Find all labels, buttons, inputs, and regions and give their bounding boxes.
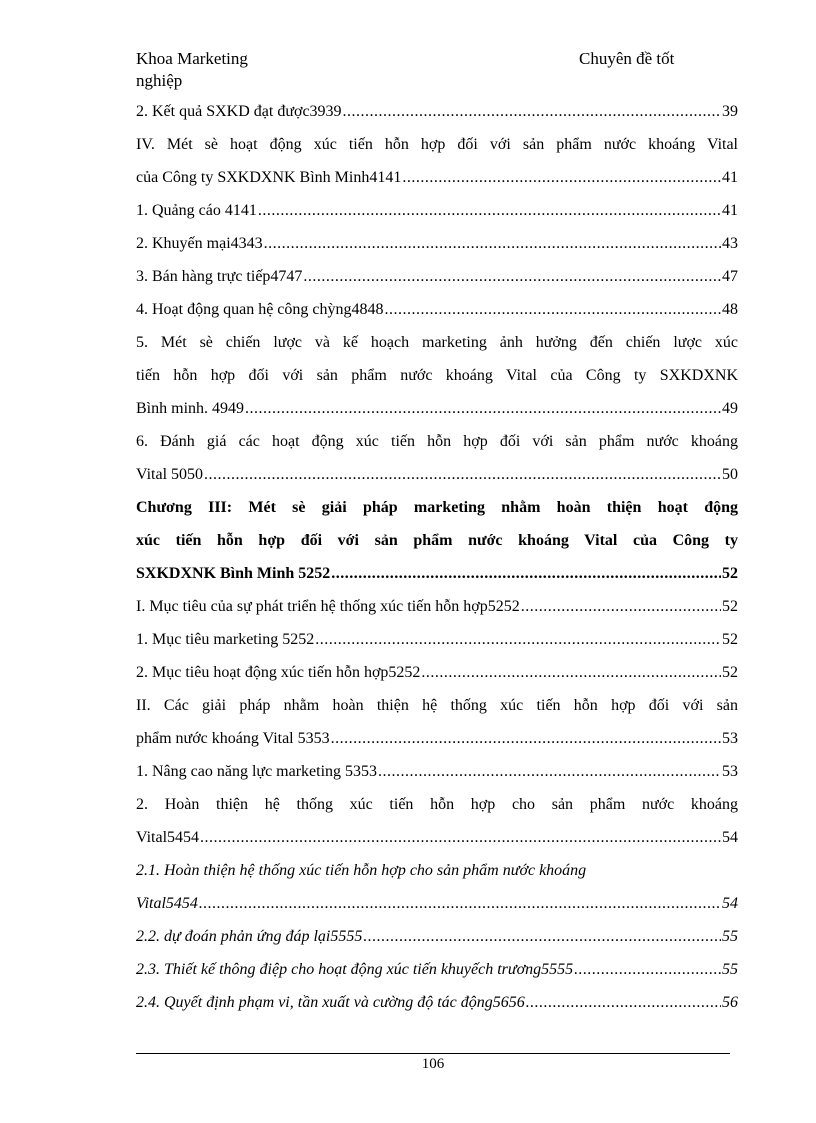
toc-leader-dots xyxy=(385,293,721,326)
toc-leader-dots xyxy=(258,194,721,227)
toc-entry-title: 1. Quảng cáo 4141 xyxy=(136,202,257,219)
toc-entry-title: 3. Bán hàng trực tiếp4747 xyxy=(136,268,303,285)
toc-entry-page: 55 xyxy=(722,928,738,945)
toc-entry-line: 2.1. Hoàn thiện hệ thống xúc tiến hỗn hợp cho sản phẩm nước khoáng xyxy=(136,862,587,879)
header-report-type: Chuyên đề tốt xyxy=(579,49,675,68)
toc-entry-page: 48 xyxy=(722,301,738,318)
table-of-contents xyxy=(136,95,738,1019)
toc-entry-line: 2. Hoàn thiện hệ thống xúc tiến hỗn hợp cho sản phẩm nước khoáng xyxy=(136,796,738,813)
toc-entry-page: 43 xyxy=(722,235,738,252)
toc-subsection-entry[interactable] xyxy=(136,854,738,920)
toc-entry[interactable] xyxy=(136,689,738,755)
toc-entry-page: 53 xyxy=(722,763,738,780)
toc-entry-page: 49 xyxy=(722,400,738,417)
toc-entry-page: 52 xyxy=(722,664,738,681)
toc-entry-title: SXKDXNK Bình Minh 5252 xyxy=(136,565,331,582)
toc-entry-page: 41 xyxy=(722,169,738,186)
toc-entry-title: 2.3. Thiết kế thông điệp cho hoạt động xúc tiến khuyếch trương5555 xyxy=(136,961,574,978)
footer-page-number: 106 xyxy=(421,1056,445,1072)
toc-entry[interactable] xyxy=(136,326,738,425)
toc-entry-page: 54 xyxy=(722,829,738,846)
toc-subsection-entry[interactable] xyxy=(136,953,738,986)
toc-leader-dots xyxy=(245,392,721,425)
toc-entry[interactable] xyxy=(136,788,738,854)
toc-leader-dots xyxy=(363,920,721,953)
toc-entry-page: 47 xyxy=(722,268,738,285)
toc-leader-dots xyxy=(421,656,721,689)
toc-entry-page: 54 xyxy=(722,895,738,912)
toc-entry-page: 52 xyxy=(722,631,738,648)
toc-leader-dots xyxy=(574,953,721,986)
toc-entry-title: 2.4. Quyết định phạm vi, tần xuất và cường độ tác động5656 xyxy=(136,994,525,1011)
toc-leader-dots xyxy=(264,227,721,260)
toc-leader-dots xyxy=(303,260,721,293)
toc-entry[interactable] xyxy=(136,260,738,293)
toc-leader-dots xyxy=(402,161,721,194)
toc-entry-page: 41 xyxy=(722,202,738,219)
toc-entry-page: 55 xyxy=(722,961,738,978)
footer-divider xyxy=(136,1053,730,1054)
toc-entry-title: 1. Nâng cao năng lực marketing 5353 xyxy=(136,763,378,780)
toc-entry-line: IV. Mét sè hoạt động xúc tiến hỗn hợp đối với sản phẩm nước khoáng Vital xyxy=(136,136,738,153)
toc-entry[interactable] xyxy=(136,128,738,194)
toc-entry-title: 4. Hoạt động quan hệ công chỳng4848 xyxy=(136,301,384,318)
toc-entry-line: xúc tiến hỗn hợp đối với sản phẩm nước khoáng Vital của Công ty xyxy=(136,532,738,549)
toc-entry[interactable] xyxy=(136,227,738,260)
toc-entry[interactable] xyxy=(136,590,738,623)
toc-entry[interactable] xyxy=(136,293,738,326)
toc-entry-line: Chương III: Mét sè giải pháp marketing nhằm hoàn thiện hoạt động xyxy=(136,499,738,516)
toc-entry-page: 39 xyxy=(722,103,738,120)
toc-leader-dots xyxy=(526,986,721,1019)
toc-leader-dots xyxy=(204,458,721,491)
header-report-type-continued: nghiệp xyxy=(136,71,183,90)
toc-entry-page: 52 xyxy=(722,565,738,582)
toc-leader-dots xyxy=(315,623,721,656)
toc-entry[interactable] xyxy=(136,95,738,128)
header-faculty: Khoa Marketing xyxy=(136,49,248,68)
toc-subsection-entry[interactable] xyxy=(136,920,738,953)
toc-entry-title: I. Mục tiêu của sự phát triển hệ thống xúc tiến hỗn hợp5252 xyxy=(136,598,520,615)
toc-entry-page: 50 xyxy=(722,466,738,483)
toc-chapter-entry[interactable] xyxy=(136,491,738,590)
toc-entry-line: tiến hỗn hợp đối với sản phẩm nước khoáng Vital của Công ty SXKDXNK xyxy=(136,367,738,384)
toc-leader-dots xyxy=(378,755,721,788)
toc-entry-title: 2. Kết quả SXKD đạt được3939 xyxy=(136,103,342,120)
toc-entry-line: 5. Mét sè chiến lược và kế hoạch marketing ảnh hưởng đến chiến lược xúc xyxy=(136,334,738,351)
toc-entry-line: 6. Đánh giá các hoạt động xúc tiến hỗn hợp đối với sản phẩm nước khoáng xyxy=(136,433,738,450)
toc-entry-title: của Công ty SXKDXNK Bình Minh4141 xyxy=(136,169,402,186)
toc-entry-title: 2. Mục tiêu hoạt động xúc tiến hỗn hợp5252 xyxy=(136,664,421,681)
toc-entry[interactable] xyxy=(136,194,738,227)
toc-leader-dots xyxy=(521,590,721,623)
toc-leader-dots xyxy=(343,95,721,128)
toc-entry[interactable] xyxy=(136,425,738,491)
toc-entry-title: 2.2. dự đoán phản ứng đáp lại5555 xyxy=(136,928,363,945)
toc-leader-dots xyxy=(331,557,721,590)
toc-subsection-entry[interactable] xyxy=(136,986,738,1019)
toc-entry-page: 53 xyxy=(722,730,738,747)
toc-entry-page: 52 xyxy=(722,598,738,615)
toc-entry[interactable] xyxy=(136,623,738,656)
toc-entry-title: Vital5454 xyxy=(136,829,200,846)
toc-leader-dots xyxy=(331,722,721,755)
toc-entry[interactable] xyxy=(136,755,738,788)
toc-entry-title: Vital 5050 xyxy=(136,466,204,483)
toc-entry-title: 2. Khuyến mại4343 xyxy=(136,235,263,252)
toc-leader-dots xyxy=(200,821,721,854)
toc-entry-title: phẩm nước khoáng Vital 5353 xyxy=(136,730,330,747)
toc-entry-page: 56 xyxy=(722,994,738,1011)
toc-entry-title: 1. Mục tiêu marketing 5252 xyxy=(136,631,315,648)
toc-entry-line: II. Các giải pháp nhằm hoàn thiện hệ thống xúc tiến hỗn hợp đối với sản xyxy=(136,697,738,714)
toc-entry[interactable] xyxy=(136,656,738,689)
toc-entry-title: Bình minh. 4949 xyxy=(136,400,245,417)
toc-leader-dots xyxy=(199,887,721,920)
toc-entry-title: Vital5454 xyxy=(136,895,198,912)
